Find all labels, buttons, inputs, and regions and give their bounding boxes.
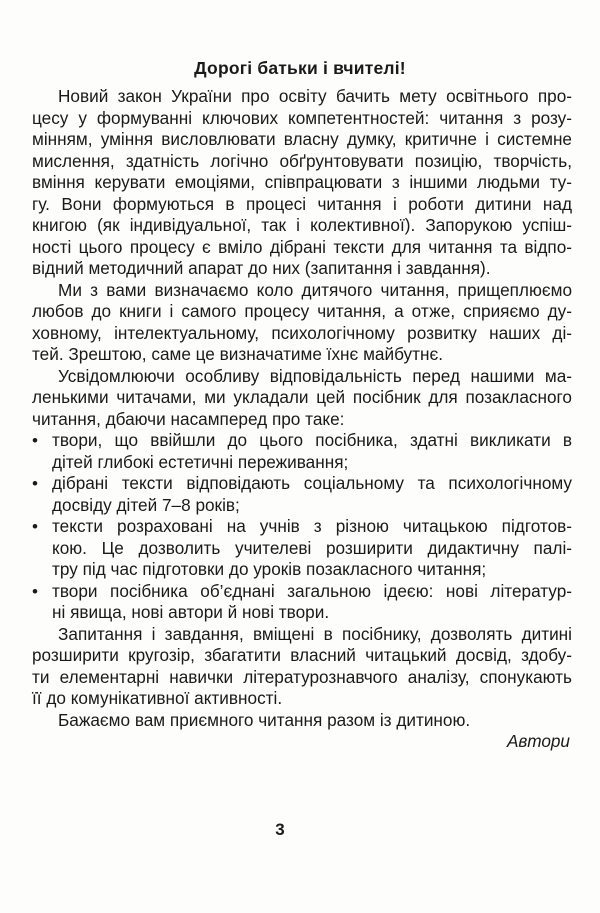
text-line: Новий закон України про освіту бачить мету освітнього про- bbox=[58, 86, 572, 106]
paragraph bbox=[32, 624, 572, 710]
bullet-icon: • bbox=[32, 474, 38, 493]
text-line: ховному, інтелектуальному, психологічному розвитку наших ді- bbox=[32, 322, 572, 343]
list-item-text: тру під час підготовки до уроків позакласного читання; bbox=[52, 559, 487, 579]
list-item bbox=[32, 516, 572, 581]
bullet-list bbox=[32, 430, 572, 624]
list-item-text: ні явища, нові автори й нові твори. bbox=[52, 602, 330, 622]
text-line: розширити кругозір, збагатити власний читацький досвід, здобу- bbox=[32, 645, 572, 665]
text-line: гу. Вони формуються в процесі читання і роботи дитини над bbox=[32, 193, 572, 214]
list-item-text: дітей глибокі естетичні переживання; bbox=[52, 451, 349, 472]
page-title: Дорогі батьки і вчителі! bbox=[194, 58, 406, 78]
paragraph bbox=[32, 366, 572, 431]
authors-signature: Автори bbox=[506, 731, 570, 751]
text-line: ленькими читачами, ми укладали цей посібник для позакласного bbox=[32, 387, 572, 407]
text-line: вміння керувати емоціями, співпрацювати з іншими людьми ту- bbox=[32, 172, 572, 192]
list-item-text: дібрані тексти відповідають соціальному та психологічному bbox=[52, 473, 572, 493]
text-line: Усвідомлюючи особливу відповідальність перед нашими ма- bbox=[58, 365, 572, 386]
text-line: тей. Зрештою, саме це визначатиме їхнє майбутнє. bbox=[32, 344, 444, 364]
text-line: читання, дбаючи насамперед про таке: bbox=[32, 408, 345, 429]
list-item-text: тексти розраховані на учнів з різною читацькою підготов- bbox=[52, 516, 572, 536]
list-item bbox=[32, 581, 572, 624]
list-item-text: твори посібника об’єднані загальною ідеєю: нові літератур- bbox=[52, 580, 572, 601]
paragraph bbox=[32, 86, 572, 280]
list-item-text: досвіду дітей 7–8 років; bbox=[52, 494, 240, 515]
list-item bbox=[32, 430, 572, 473]
text-line: цесу у формуванні ключових компетентностей: читання з розу- bbox=[32, 107, 572, 128]
text-line: мінням, уміння висловлювати власну думку, критичне і системне bbox=[32, 129, 572, 149]
text-line: книгою (як індивідуальної, так і колективної). Запорукою успіш- bbox=[32, 215, 572, 235]
bullet-icon: • bbox=[32, 431, 38, 450]
text-line: ності цього процесу є вміло дібрані тексти для читання та відпо- bbox=[32, 236, 572, 257]
text-line: її до комунікативної активності. bbox=[32, 688, 283, 708]
text-line: Бажаємо вам приємного читання разом із дитиною. bbox=[58, 709, 471, 730]
page-number: 3 bbox=[275, 820, 285, 839]
list-item-text: кою. Це дозволить учителеві розширити дидактичну палі- bbox=[52, 537, 572, 558]
text-line: Запитання і завдання, вміщені в посібнику, дозволять дитині bbox=[58, 623, 572, 644]
preface-body bbox=[32, 86, 572, 753]
text-line: любов до книги і самого процесу читання, а отже, сприяємо ду- bbox=[32, 301, 572, 321]
list-item-text: твори, що ввійшли до цього посібника, здатні викликати в bbox=[52, 430, 572, 450]
text-line: ти елементарні навички літературознавчого аналізу, спонукають bbox=[32, 666, 572, 687]
bullet-icon: • bbox=[32, 581, 38, 601]
paragraph bbox=[32, 710, 572, 732]
bullet-icon: • bbox=[32, 517, 38, 536]
text-line: мислення, здатність логічно обґрунтовувати позицію, творчість, bbox=[32, 150, 572, 171]
text-line: відний методичний апарат до них (запитання і завдання). bbox=[32, 258, 491, 278]
paragraph bbox=[32, 280, 572, 366]
text-line: Ми з вами визначаємо коло дитячого читання, прищеплюємо bbox=[58, 279, 572, 300]
list-item bbox=[32, 473, 572, 516]
